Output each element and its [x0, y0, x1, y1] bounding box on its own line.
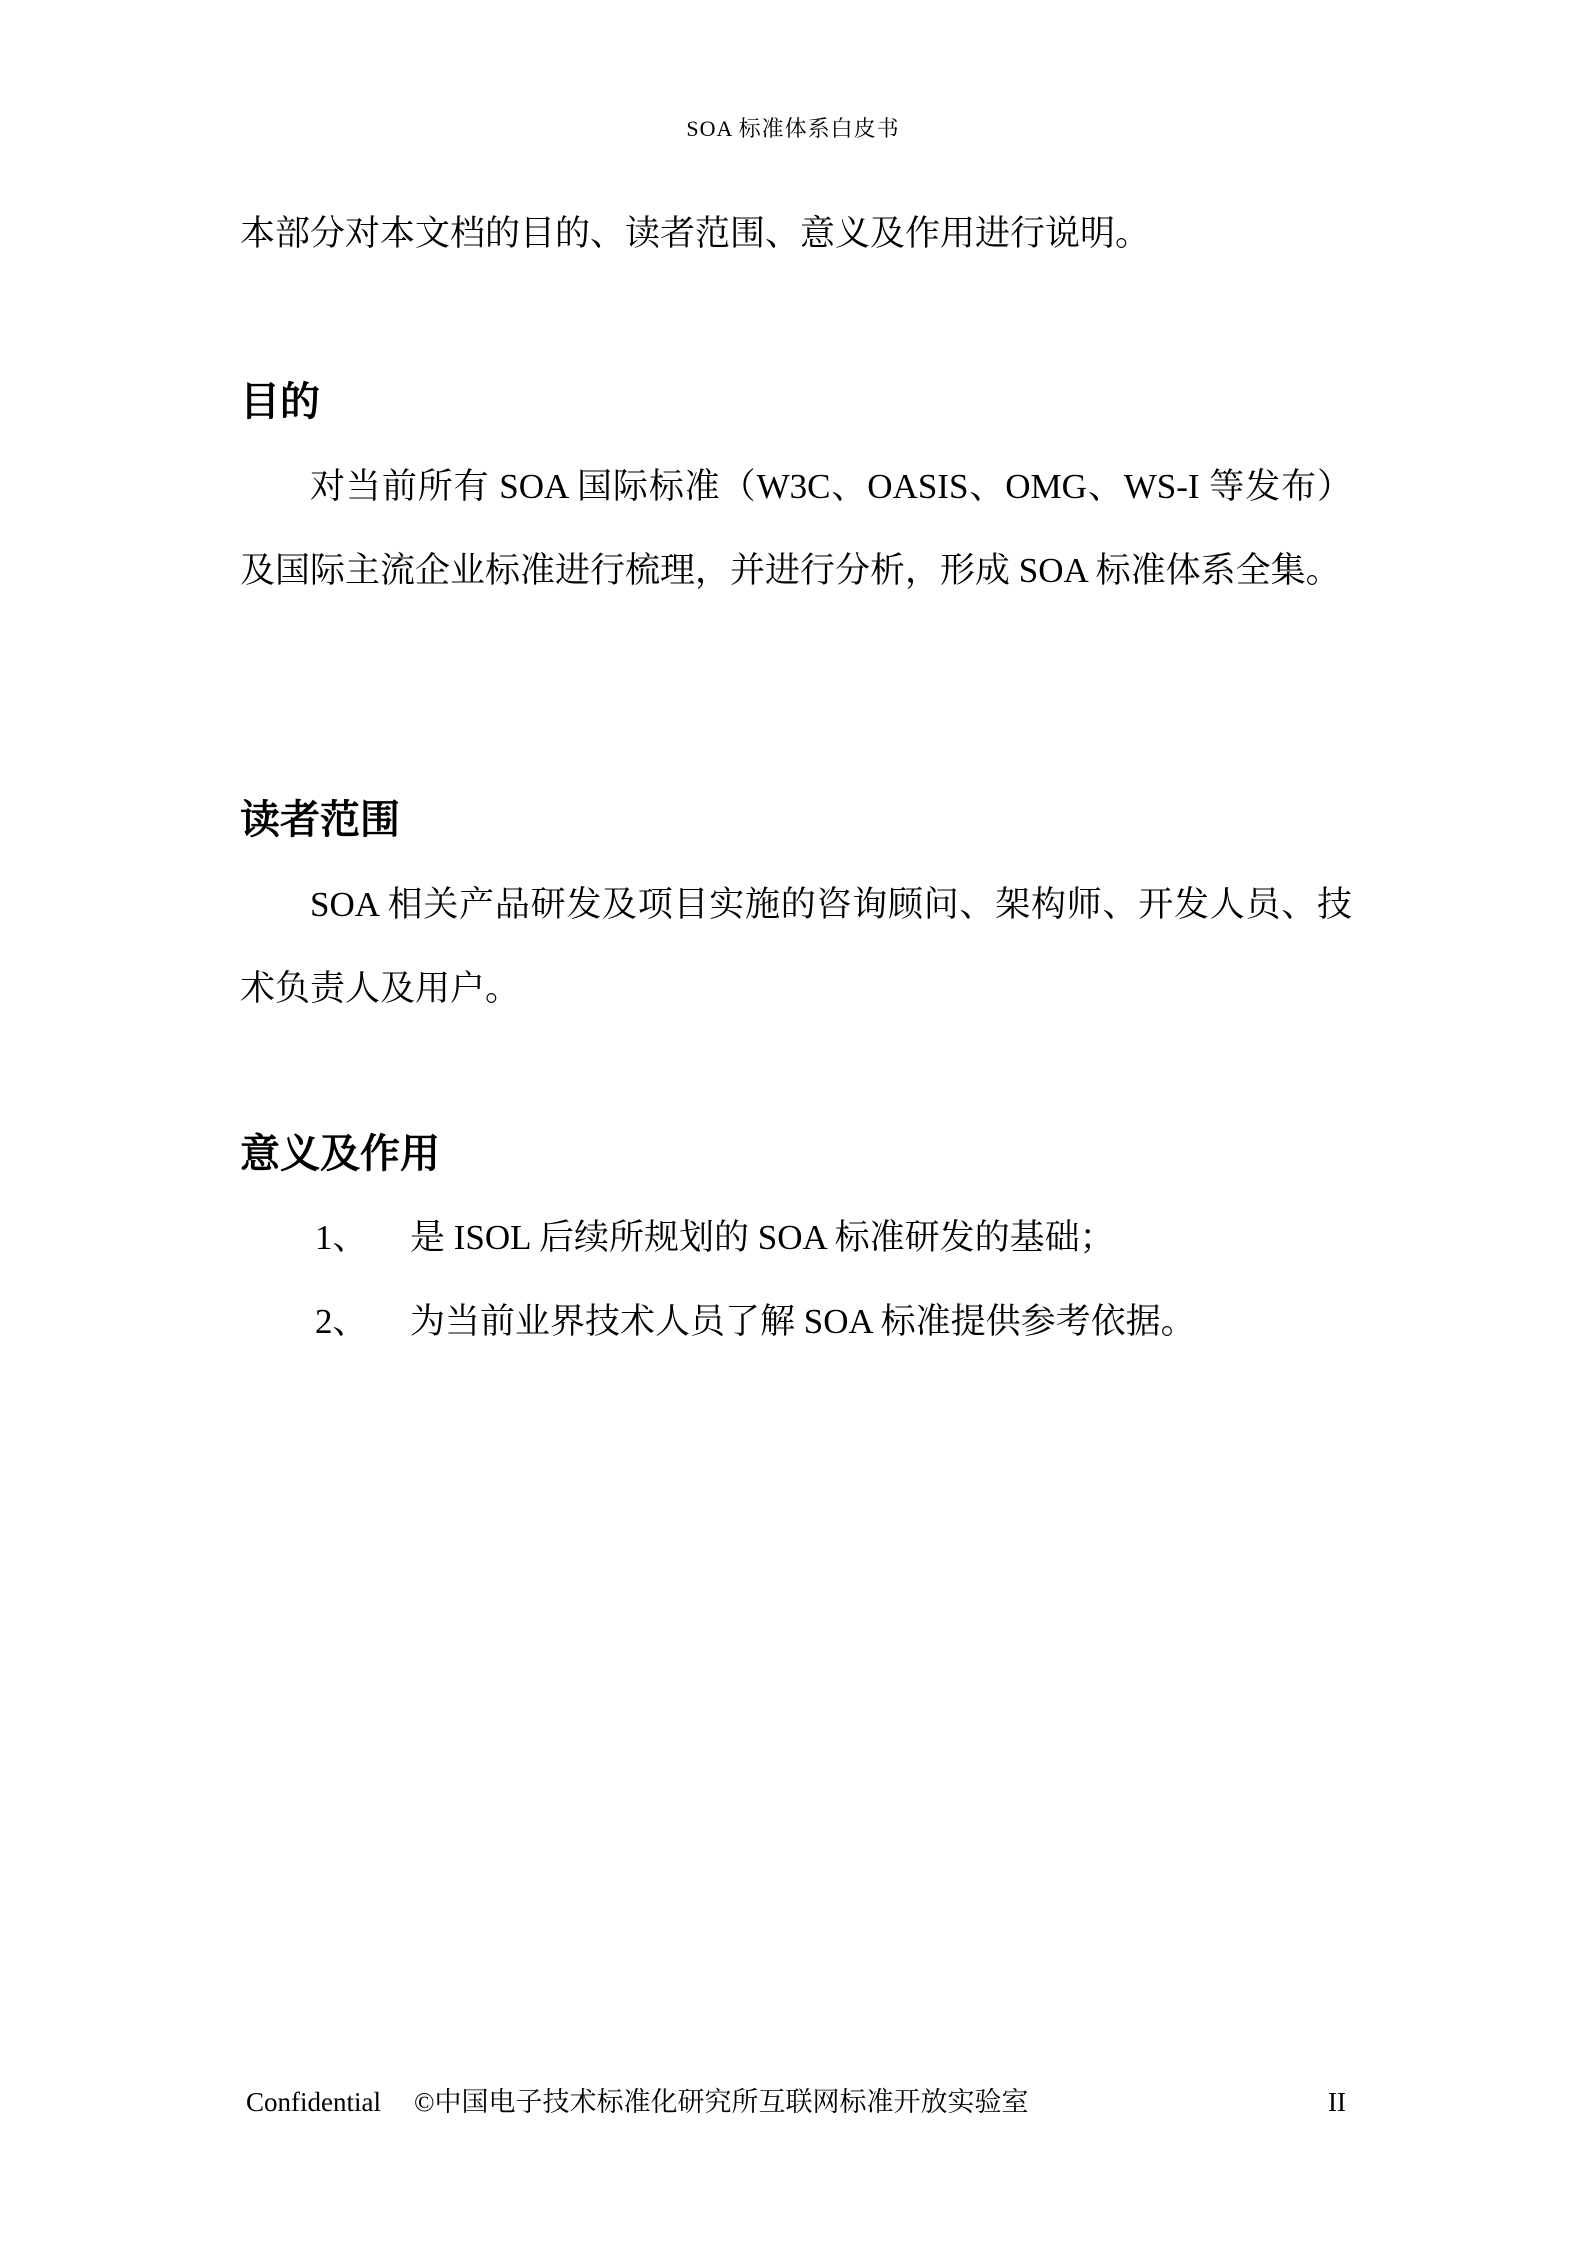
section-body-purpose: 对当前所有 SOA 国际标准（W3C、OASIS、OMG、WS-I 等发布）及国际主流企业标准进行梳理，并进行分析，形成 SOA 标准体系全集。 — [240, 467, 1352, 590]
footer-confidential: Confidential — [246, 2087, 381, 2117]
footer-page-number: II — [1328, 2087, 1346, 2117]
intro-paragraph: 本部分对本文档的目的、读者范围、意义及作用进行说明。 — [240, 214, 1151, 253]
list-item — [315, 1296, 1196, 1348]
section-heading-purpose: 目的 — [240, 379, 320, 425]
list-item-number: 1、 — [315, 1218, 368, 1257]
list-item-number: 2、 — [315, 1302, 368, 1341]
list-item — [315, 1212, 1115, 1264]
section-body-audience: SOA 相关产品研发及项目实施的咨询顾问、架构师、开发人员、技术负责人及用户。 — [240, 885, 1352, 1008]
running-header: SOA 标准体系白皮书 — [686, 116, 900, 141]
section-heading-significance: 意义及作用 — [240, 1131, 440, 1177]
section-heading-audience: 读者范围 — [240, 797, 400, 843]
list-item-text: 为当前业界技术人员了解 SOA 标准提供参考依据。 — [410, 1302, 1196, 1341]
list-item-text: 是 ISOL 后续所规划的 SOA 标准研发的基础； — [410, 1218, 1115, 1257]
footer-copyright: ©中国电子技术标准化研究所互联网标准开放实验室 — [414, 2087, 1029, 2117]
